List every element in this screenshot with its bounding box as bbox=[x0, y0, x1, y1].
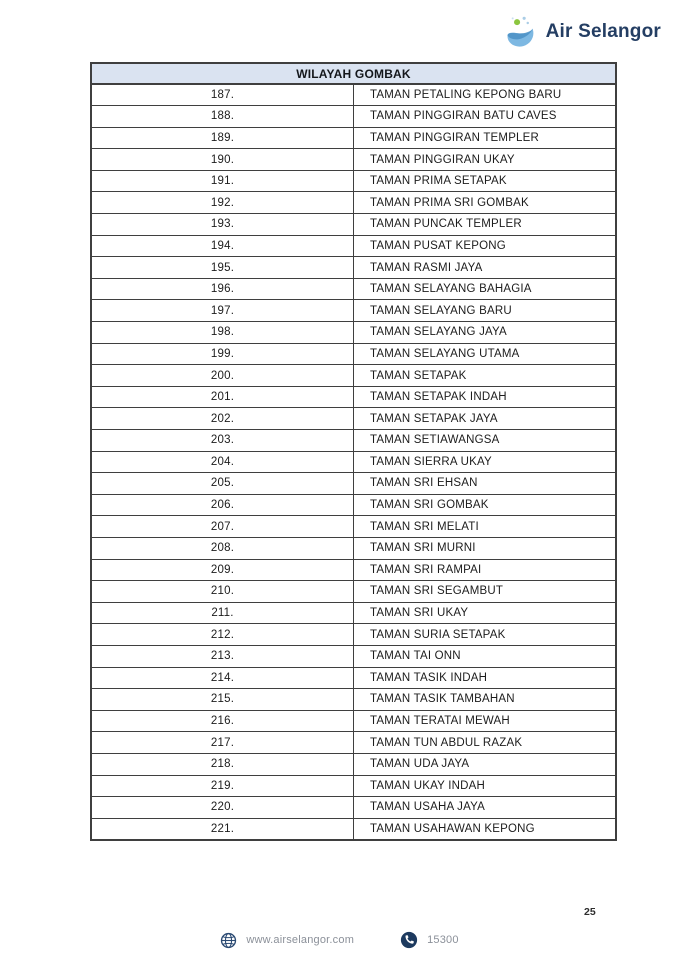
table-row bbox=[91, 818, 616, 840]
phone-icon bbox=[400, 931, 418, 949]
row-name: TAMAN SRI UKAY bbox=[354, 602, 617, 624]
row-number: 199. bbox=[91, 343, 354, 365]
row-number: 187. bbox=[91, 84, 354, 106]
row-number: 192. bbox=[91, 192, 354, 214]
row-number: 197. bbox=[91, 300, 354, 322]
table-row bbox=[91, 278, 616, 300]
row-name: TAMAN SETAPAK INDAH bbox=[354, 386, 617, 408]
table-row bbox=[91, 106, 616, 128]
table-row bbox=[91, 322, 616, 344]
row-name: TAMAN SIERRA UKAY bbox=[354, 451, 617, 473]
row-name: TAMAN PINGGIRAN BATU CAVES bbox=[354, 106, 617, 128]
row-number: 216. bbox=[91, 710, 354, 732]
row-number: 221. bbox=[91, 818, 354, 840]
row-name: TAMAN PRIMA SRI GOMBAK bbox=[354, 192, 617, 214]
row-name: TAMAN SRI RAMPAI bbox=[354, 559, 617, 581]
row-name: TAMAN PINGGIRAN TEMPLER bbox=[354, 127, 617, 149]
row-number: 208. bbox=[91, 537, 354, 559]
row-name: TAMAN SELAYANG BAHAGIA bbox=[354, 278, 617, 300]
row-number: 201. bbox=[91, 386, 354, 408]
row-name: TAMAN SELAYANG UTAMA bbox=[354, 343, 617, 365]
row-number: 203. bbox=[91, 430, 354, 452]
row-name: TAMAN TASIK INDAH bbox=[354, 667, 617, 689]
table-row bbox=[91, 710, 616, 732]
water-droplet-logo-icon bbox=[503, 14, 539, 50]
table-row bbox=[91, 300, 616, 322]
table-header-title: WILAYAH GOMBAK bbox=[91, 63, 616, 84]
row-name: TAMAN SRI MURNI bbox=[354, 537, 617, 559]
table-row bbox=[91, 473, 616, 495]
table-row bbox=[91, 214, 616, 236]
table-row bbox=[91, 624, 616, 646]
row-number: 218. bbox=[91, 753, 354, 775]
row-name: TAMAN SETAPAK JAYA bbox=[354, 408, 617, 430]
row-name: TAMAN USAHAWAN KEPONG bbox=[354, 818, 617, 840]
table-row bbox=[91, 516, 616, 538]
row-number: 210. bbox=[91, 581, 354, 603]
row-name: TAMAN PUSAT KEPONG bbox=[354, 235, 617, 257]
page-number: 25 bbox=[584, 906, 596, 918]
row-name: TAMAN SURIA SETAPAK bbox=[354, 624, 617, 646]
row-number: 220. bbox=[91, 797, 354, 819]
row-name: TAMAN SETIAWANGSA bbox=[354, 430, 617, 452]
row-number: 202. bbox=[91, 408, 354, 430]
row-name: TAMAN SRI SEGAMBUT bbox=[354, 581, 617, 603]
row-number: 212. bbox=[91, 624, 354, 646]
row-number: 217. bbox=[91, 732, 354, 754]
row-name: TAMAN SRI EHSAN bbox=[354, 473, 617, 495]
row-name: TAMAN PUNCAK TEMPLER bbox=[354, 214, 617, 236]
row-number: 198. bbox=[91, 322, 354, 344]
footer-phone bbox=[400, 931, 459, 949]
row-name: TAMAN TASIK TAMBAHAN bbox=[354, 689, 617, 711]
row-number: 188. bbox=[91, 106, 354, 128]
row-number: 190. bbox=[91, 149, 354, 171]
table-row bbox=[91, 451, 616, 473]
row-number: 200. bbox=[91, 365, 354, 387]
region-table bbox=[90, 62, 617, 841]
table-row bbox=[91, 343, 616, 365]
row-number: 204. bbox=[91, 451, 354, 473]
page-footer bbox=[0, 931, 679, 949]
footer-website-text: www.airselangor.com bbox=[246, 934, 355, 946]
table-row bbox=[91, 408, 616, 430]
air-selangor-logo bbox=[503, 14, 661, 50]
table-row bbox=[91, 667, 616, 689]
table-row bbox=[91, 645, 616, 667]
row-name: TAMAN USAHA JAYA bbox=[354, 797, 617, 819]
table-row bbox=[91, 775, 616, 797]
table-row bbox=[91, 602, 616, 624]
table-row bbox=[91, 84, 616, 106]
row-number: 191. bbox=[91, 170, 354, 192]
row-name: TAMAN SRI GOMBAK bbox=[354, 494, 617, 516]
row-number: 209. bbox=[91, 559, 354, 581]
footer-phone-text: 15300 bbox=[427, 934, 459, 946]
row-name: TAMAN RASMI JAYA bbox=[354, 257, 617, 279]
row-number: 207. bbox=[91, 516, 354, 538]
row-number: 195. bbox=[91, 257, 354, 279]
table-row bbox=[91, 559, 616, 581]
table-row bbox=[91, 753, 616, 775]
table-header-row bbox=[91, 63, 616, 84]
row-number: 219. bbox=[91, 775, 354, 797]
row-number: 206. bbox=[91, 494, 354, 516]
table-row bbox=[91, 257, 616, 279]
table-row bbox=[91, 149, 616, 171]
row-name: TAMAN UDA JAYA bbox=[354, 753, 617, 775]
row-name: TAMAN SRI MELATI bbox=[354, 516, 617, 538]
row-name: TAMAN SETAPAK bbox=[354, 365, 617, 387]
row-number: 189. bbox=[91, 127, 354, 149]
table-row bbox=[91, 494, 616, 516]
row-number: 214. bbox=[91, 667, 354, 689]
region-table-body bbox=[91, 84, 616, 840]
table-row bbox=[91, 797, 616, 819]
globe-icon bbox=[220, 932, 237, 949]
row-name: TAMAN PETALING KEPONG BARU bbox=[354, 84, 617, 106]
row-number: 215. bbox=[91, 689, 354, 711]
row-number: 193. bbox=[91, 214, 354, 236]
row-number: 213. bbox=[91, 645, 354, 667]
footer-website bbox=[220, 932, 354, 949]
table-row bbox=[91, 581, 616, 603]
table-row bbox=[91, 365, 616, 387]
row-name: TAMAN SELAYANG BARU bbox=[354, 300, 617, 322]
row-name: TAMAN TAI ONN bbox=[354, 645, 617, 667]
table-row bbox=[91, 430, 616, 452]
row-name: TAMAN PRIMA SETAPAK bbox=[354, 170, 617, 192]
table-row bbox=[91, 235, 616, 257]
row-name: TAMAN PINGGIRAN UKAY bbox=[354, 149, 617, 171]
table-row bbox=[91, 732, 616, 754]
row-name: TAMAN UKAY INDAH bbox=[354, 775, 617, 797]
row-number: 194. bbox=[91, 235, 354, 257]
row-number: 196. bbox=[91, 278, 354, 300]
table-row bbox=[91, 170, 616, 192]
table-row bbox=[91, 386, 616, 408]
logo-wordmark: Air Selangor bbox=[545, 21, 661, 42]
row-name: TAMAN TERATAI MEWAH bbox=[354, 710, 617, 732]
table-row bbox=[91, 537, 616, 559]
row-number: 205. bbox=[91, 473, 354, 495]
table-row bbox=[91, 192, 616, 214]
row-name: TAMAN SELAYANG JAYA bbox=[354, 322, 617, 344]
row-number: 211. bbox=[91, 602, 354, 624]
table-row bbox=[91, 689, 616, 711]
row-name: TAMAN TUN ABDUL RAZAK bbox=[354, 732, 617, 754]
table-row bbox=[91, 127, 616, 149]
